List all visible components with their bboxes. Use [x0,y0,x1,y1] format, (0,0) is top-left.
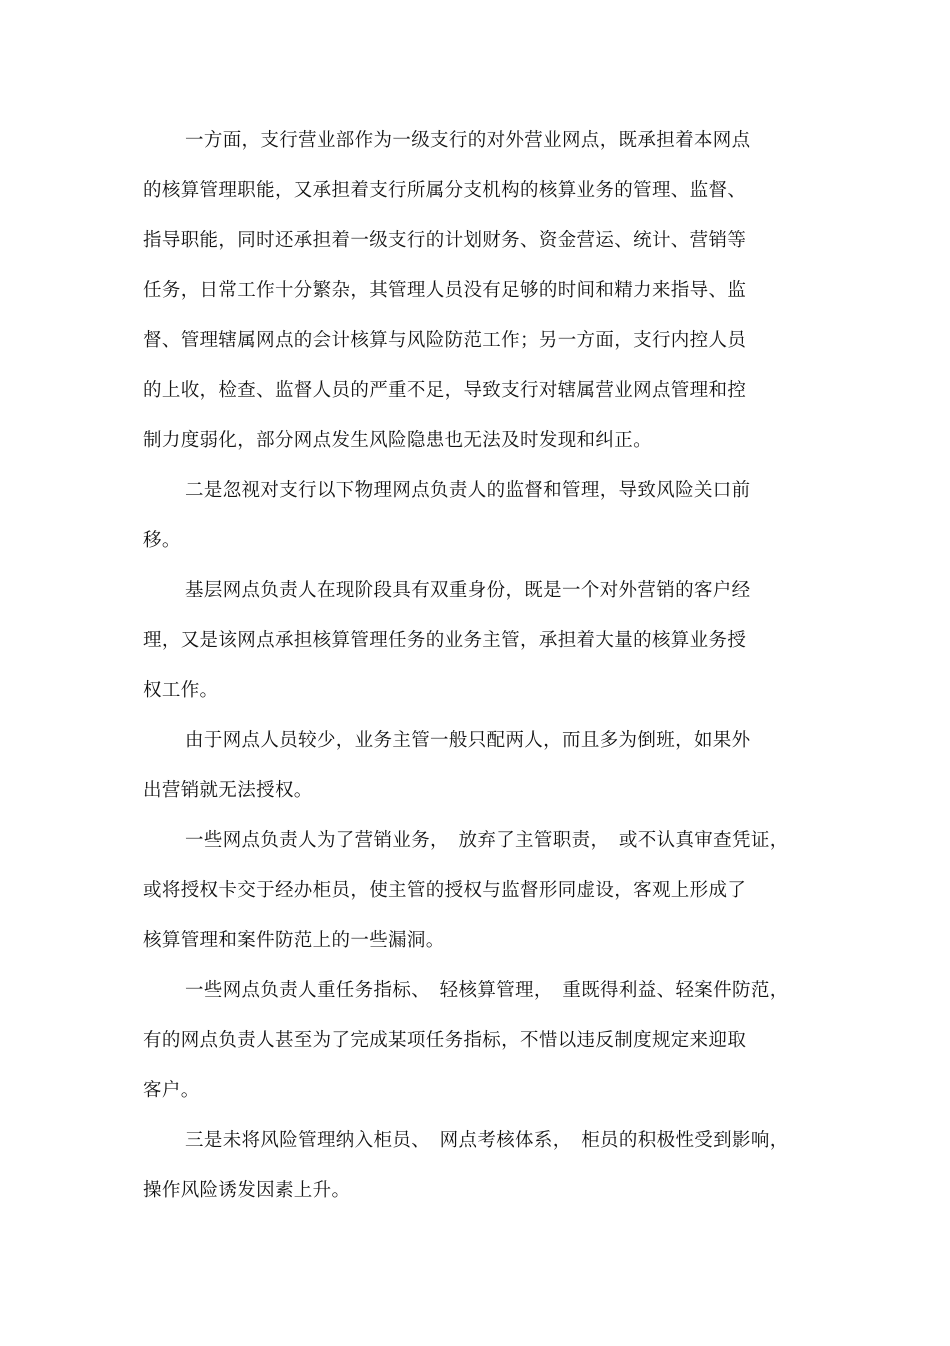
text-line: 一些网点负责人重任务指标、 轻核算管理， 重既得利益、轻案件防范， [185,980,789,1001]
text-line: 权工作。 [143,680,219,701]
text-line: 或将授权卡交于经办柜员，使主管的授权与监督形同虚设，客观上形成了 [143,880,747,901]
text-line: 的核算管理职能，又承担着支行所属分支机构的核算业务的管理、监督、 [143,180,747,201]
text-line: 一方面，支行营业部作为一级支行的对外营业网点，既承担着本网点 [185,130,751,151]
text-line: 理，又是该网点承担核算管理任务的业务主管，承担着大量的核算业务授 [143,630,747,651]
text-line: 一些网点负责人为了营销业务， 放弃了主管职责， 或不认真审查凭证， [185,830,789,851]
text-line: 指导职能，同时还承担着一级支行的计划财务、资金营运、统计、营销等 [143,230,747,251]
text-line: 核算管理和案件防范上的一些漏洞。 [143,930,445,951]
text-line: 督、管理辖属网点的会计核算与风险防范工作；另一方面，支行内控人员 [143,330,747,351]
text-line: 制力度弱化，部分网点发生风险隐患也无法及时发现和纠正。 [143,430,652,451]
text-line: 由于网点人员较少，业务主管一般只配两人，而且多为倒班，如果外 [185,730,751,751]
text-line: 有的网点负责人甚至为了完成某项任务指标，不惜以违反制度规定来迎取 [143,1030,747,1051]
text-line: 的上收，检查、监督人员的严重不足，导致支行对辖属营业网点管理和控 [143,380,747,401]
text-line: 基层网点负责人在现阶段具有双重身份，既是一个对外营销的客户经 [185,580,751,601]
text-line: 客户。 [143,1080,200,1101]
text-line: 三是未将风险管理纳入柜员、 网点考核体系， 柜员的积极性受到影响， [185,1130,789,1151]
text-line: 二是忽视对支行以下物理网点负责人的监督和管理，导致风险关口前 [185,480,751,501]
text-line: 任务，日常工作十分繁杂，其管理人员没有足够的时间和精力来指导、监 [143,280,747,301]
text-line: 操作风险诱发因素上升。 [143,1180,351,1201]
text-line: 出营销就无法授权。 [143,780,313,801]
text-line: 移。 [143,530,181,551]
